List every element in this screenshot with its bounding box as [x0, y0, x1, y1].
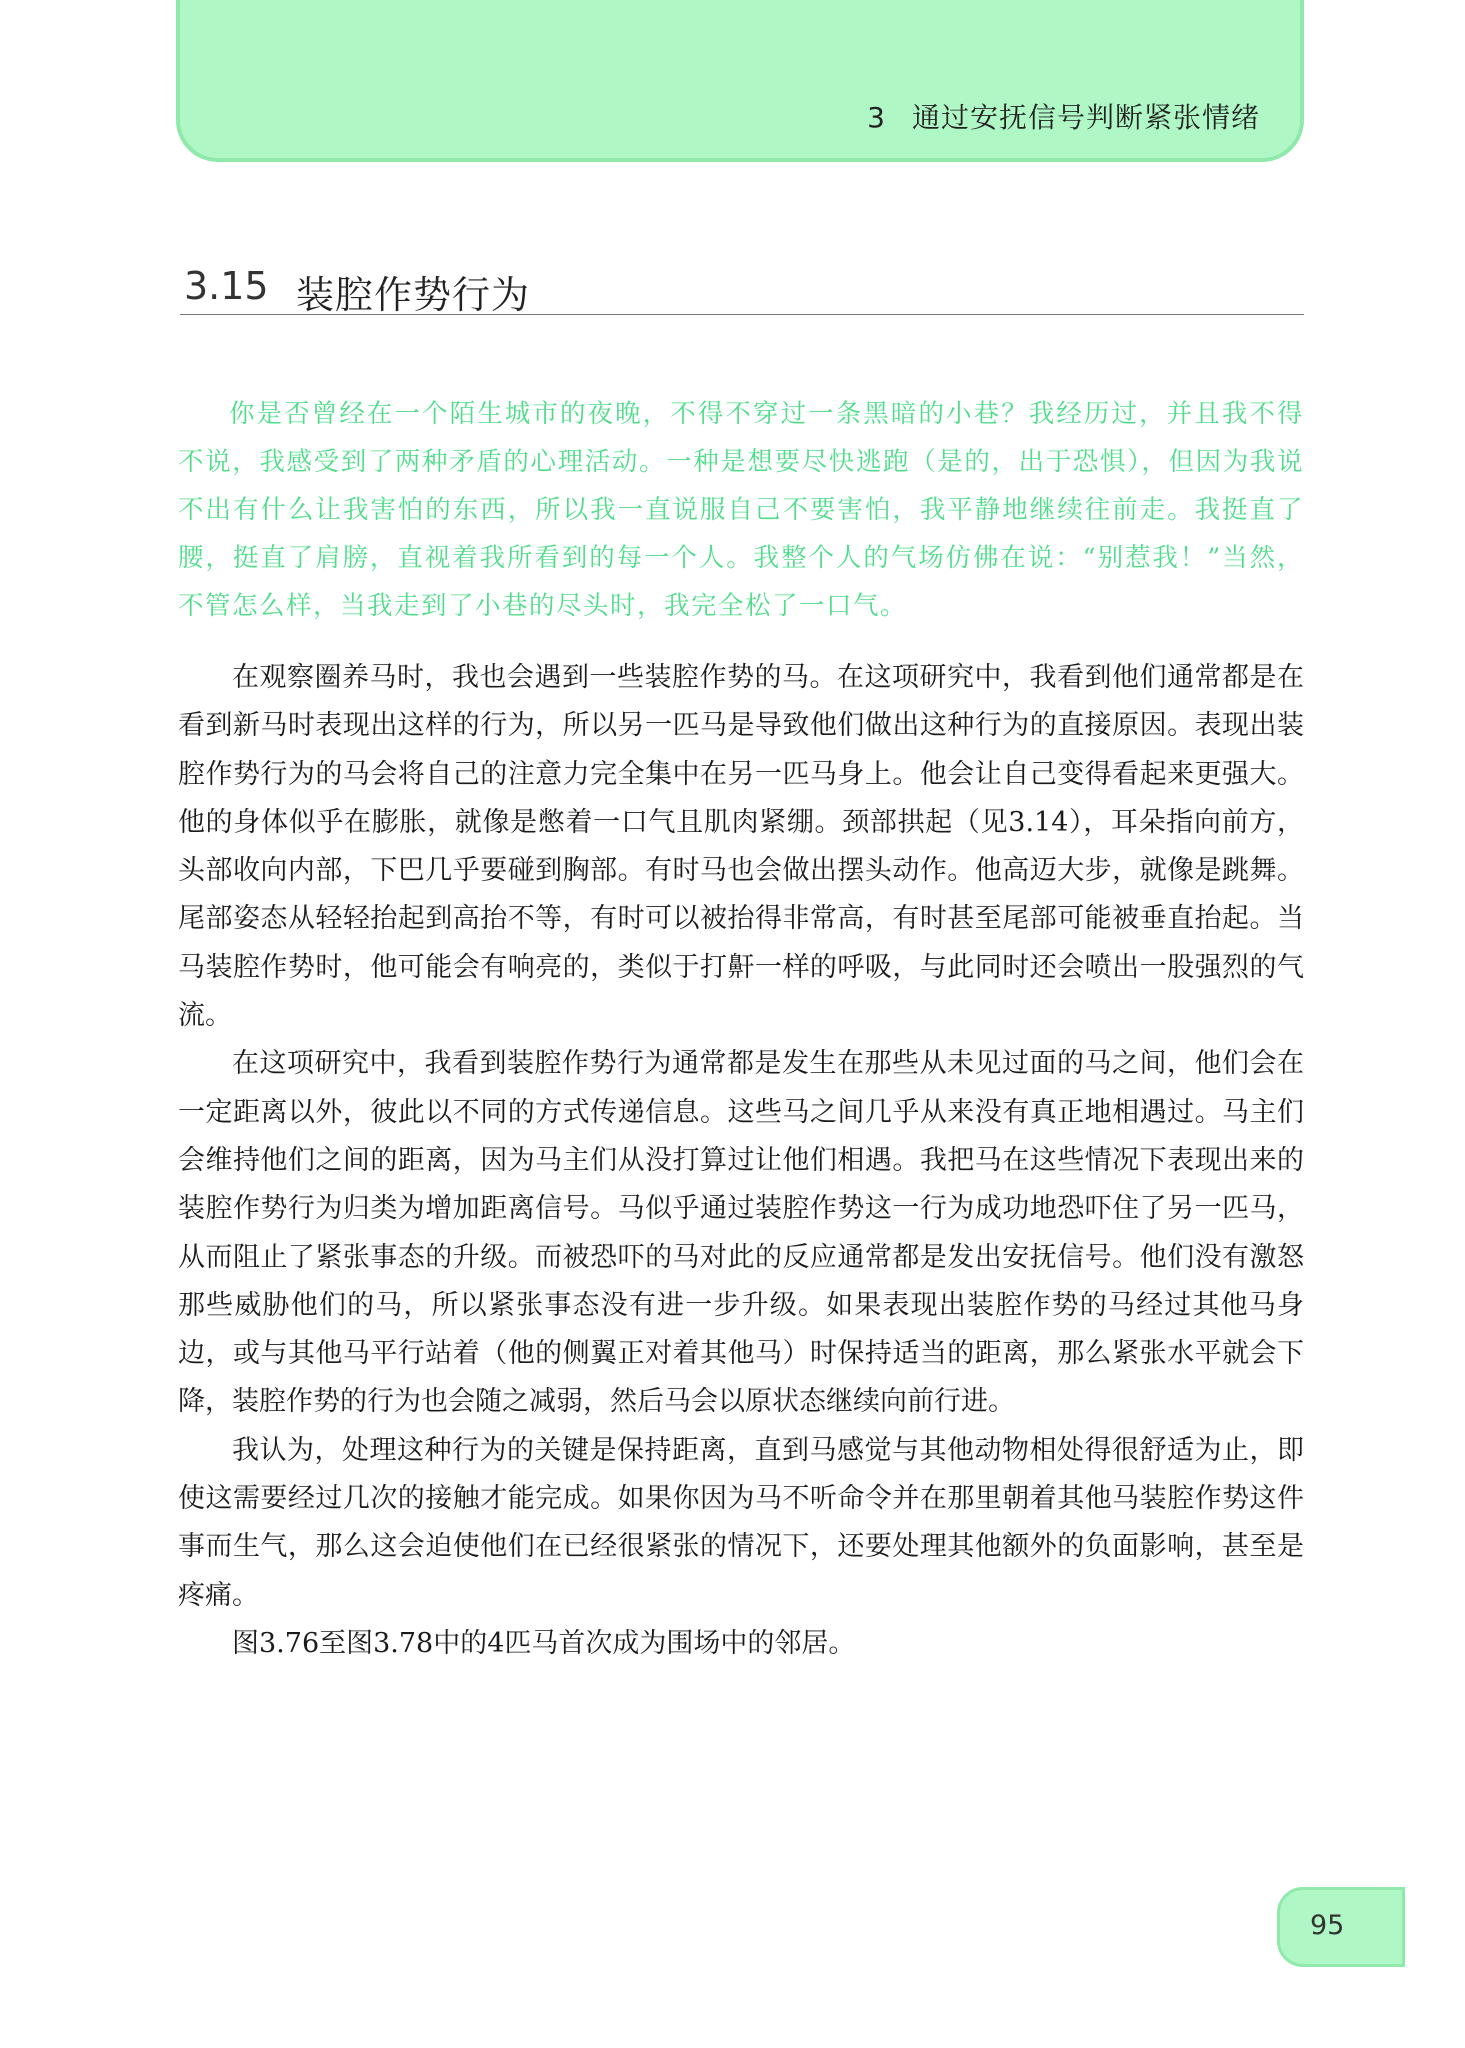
body-paragraph-4: 图3.76至图3.78中的4匹马首次成为围场中的邻居。 [232, 1627, 856, 1659]
chapter-title: 通过安抚信号判断紧张情绪 [911, 101, 1260, 134]
intro-paragraph: 你是否曾经在一个陌生城市的夜晚，不得不穿过一条黑暗的小巷？我经历过，并且我不得不说，我感受到了两种矛盾的心理活动。一种是想要尽快逃跑（是的，出于恐惧），但因为我说不出有什么让我害怕的东西，所以我一直说服自己不要害怕，我平静地继续往前走。我挺直了腰，挺直了肩膀，直视着我所看到的每一个人。我整个人的气场仿佛在说：“别惹我！”当然，不管怎么样，当我走到了小巷的尽头时，我完全松了一口气。 [178, 399, 1304, 621]
chapter-header [867, 96, 1260, 136]
body-paragraph-3: 我认为，处理这种行为的关键是保持距离，直到马感觉与其他动物相处得很舒适为止，即使这需要经过几次的接触才能完成。如果你因为马不听命令并在那里朝着其他马装腔作势这件事而生气，那么这会迫使他们在已经很紧张的情况下，还要处理其他额外的负面影响，甚至是疼痛。 [178, 1434, 1304, 1611]
chapter-header-tab [176, 0, 1304, 162]
page-number-tab [1277, 1887, 1405, 1967]
body-text [178, 654, 1304, 1668]
chapter-number: 3 [867, 101, 886, 134]
section-heading [180, 258, 1304, 315]
section-title: 装腔作势行为 [296, 273, 531, 317]
body-paragraph-1: 在观察圈养马时，我也会遇到一些装腔作势的马。在这项研究中，我看到他们通常都是在看到新马时表现出这样的行为，所以另一匹马是导致他们做出这种行为的直接原因。表现出装腔作势行为的马会将自己的注意力完全集中在另一匹马身上。他会让自己变得看起来更强大。他的身体似乎在膨胀，就像是憋着一口气且肌肉紧绷。颈部拱起（见3.14），耳朵指向前方，头部收向内部，下巴几乎要碰到胸部。有时马也会做出摆头动作。他高迈大步，就像是跳舞。尾部姿态从轻轻抬起到高抬不等，有时可以被抬得非常高，有时甚至尾部可能被垂直抬起。当马装腔作势时，他可能会有响亮的，类似于打鼾一样的呼吸，与此同时还会喷出一股强烈的气流。 [178, 662, 1304, 1032]
body-paragraph-2: 在这项研究中，我看到装腔作势行为通常都是发生在那些从未见过面的马之间，他们会在一定距离以外，彼此以不同的方式传递信息。这些马之间几乎从来没有真正地相遇过。马主们会维持他们之间的距离，因为马主们从没打算过让他们相遇。我把马在这些情况下表现出来的装腔作势行为归类为增加距离信号。马似乎通过装腔作势这一行为成功地恐吓住了另一匹马，从而阻止了紧张事态的升级。而被恐吓的马对此的反应通常都是发出安抚信号。他们没有激怒那些威胁他们的马，所以紧张事态没有进一步升级。如果表现出装腔作势的马经过其他马身边，或与其他马平行站着（他的侧翼正对着其他马）时保持适当的距离，那么紧张水平就会下降，装腔作势的行为也会随之减弱，然后马会以原状态继续向前行进。 [178, 1048, 1304, 1418]
page-number: 95 [1310, 1910, 1345, 1941]
section-number: 3.15 [184, 264, 269, 308]
intro-passage [178, 390, 1304, 630]
